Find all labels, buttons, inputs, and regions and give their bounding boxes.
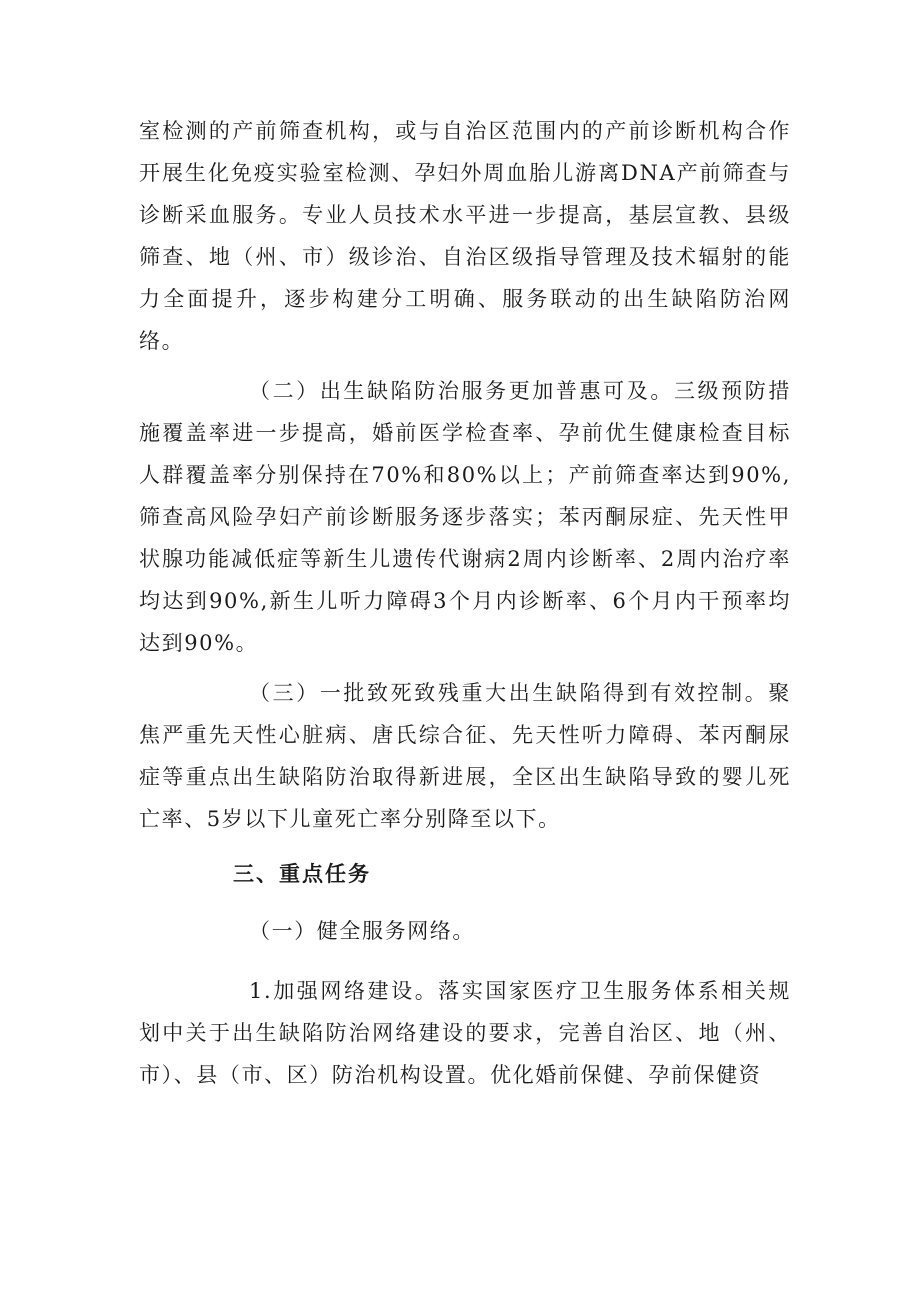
subsection-heading: （一）健全服务网络。 <box>249 919 475 943</box>
intro-continued-paragraph: 室检测的产前筛查机构，或与自治区范围内的产前诊断机构合作开展生化免疫实验室检测、孕妇外周血胎儿游离DNA产前筛查与诊断采血服务。专业人员技术水平进一步提高，基层宣教、县级筛查、地（州、市）级诊治、自治区级指导管理及技术辐射的能力全面提升，逐步构建分工明确、服务联动的出生缺陷防治网络。 <box>139 119 791 353</box>
goal-three-paragraph: （三）一批致死致残重大出生缺陷得到有效控制。聚焦严重先天性心脏病、唐氏综合征、先天性听力障碍、苯丙酮尿症等重点出生缺陷防治取得新进展，全区出生缺陷导致的婴儿死亡率、5岁以下儿童死亡率分别降至以下。 <box>139 681 791 831</box>
task-one-paragraph: 1.加强网络建设。落实国家医疗卫生服务体系相关规划中关于出生缺陷防治网络建设的要求，完善自治区、地（州、市）、县（市、区）防治机构设置。优化婚前保健、孕前保健资 <box>139 979 791 1087</box>
goal-two-paragraph: （二）出生缺陷防治服务更加普惠可及。三级预防措施覆盖率进一步提高，婚前医学检查率、孕前优生健康检查目标人群覆盖率分别保持在70%和80%以上；产前筛查率达到90%,筛查高风险孕妇产前诊断服务逐步落实；苯丙酮尿症、先天性甲状腺功能减低症等新生儿遗传代谢病2周内诊断率、2周内治疗率均达到90%,新生儿听力障碍3个月内诊断率、6个月内干预率均达到90%。 <box>139 379 791 655</box>
document-body <box>139 110 791 1096</box>
section-heading: 三、重点任务 <box>233 862 371 886</box>
